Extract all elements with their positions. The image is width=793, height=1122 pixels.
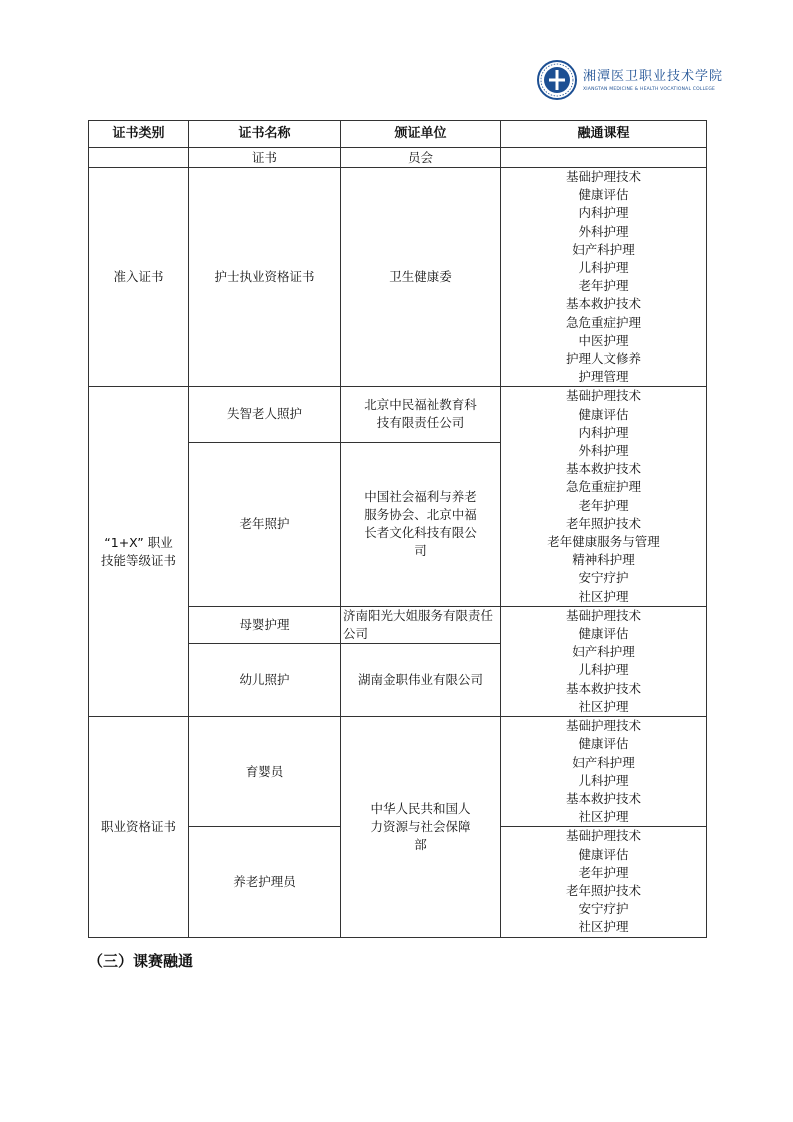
course-item: 基础护理技术 — [565, 718, 641, 734]
vocational-issuer: 中华人民共和国人力资源与社会保障部 — [341, 717, 501, 937]
course-item: 健康评估 — [578, 846, 629, 862]
child-cert-name: 幼儿照护 — [189, 643, 341, 716]
course-item: 内科护理 — [578, 205, 629, 221]
college-emblem-icon — [537, 60, 577, 100]
course-item: 健康评估 — [578, 187, 629, 203]
nurse-courses — [501, 168, 707, 387]
course-item: 儿科护理 — [578, 260, 629, 276]
carry-category — [89, 148, 189, 168]
child-issuer: 湖南金职伟业有限公司 — [341, 643, 501, 716]
elder-cert-name: 老年照护 — [189, 442, 341, 606]
table-row — [89, 168, 707, 387]
course-item: 老年照护技术 — [565, 882, 641, 898]
course-item: 安宁疗护 — [578, 901, 629, 917]
course-item: 社区护理 — [578, 698, 629, 714]
header-courses: 融通课程 — [501, 121, 707, 148]
header-name: 证书名称 — [189, 121, 341, 148]
course-item: 护理人文修养 — [565, 351, 641, 367]
college-logo — [537, 58, 724, 102]
course-item: 妇产科护理 — [572, 644, 635, 660]
course-item: 健康评估 — [578, 626, 629, 642]
carry-issuer: 员会 — [341, 148, 501, 168]
certificate-table — [88, 120, 707, 938]
course-item: 老年护理 — [578, 278, 629, 294]
course-item: 健康评估 — [578, 406, 629, 422]
section-title: （三）课赛融通 — [88, 952, 194, 970]
nurse-category: 准入证书 — [89, 168, 189, 387]
table-row — [89, 387, 707, 442]
elder-courses — [501, 387, 707, 606]
dementia-cert-name: 失智老人照护 — [189, 387, 341, 442]
course-item: 护理管理 — [578, 369, 629, 385]
table-header-row — [89, 121, 707, 148]
course-item: 老年护理 — [578, 864, 629, 880]
course-item: 社区护理 — [578, 588, 629, 604]
maternal-cert-name: 母婴护理 — [189, 606, 341, 643]
course-item: 基础护理技术 — [565, 169, 641, 184]
elderly-cert-name: 养老护理员 — [189, 827, 341, 937]
course-item: 外科护理 — [578, 443, 629, 459]
course-item: 老年健康服务与管理 — [547, 534, 660, 550]
elderly-courses — [501, 827, 707, 937]
header-issuer: 颁证单位 — [341, 121, 501, 148]
elder-issuer: 中国社会福利与养老服务协会、北京中福长者文化科技有限公司 — [341, 442, 501, 606]
header-category: 证书类别 — [89, 121, 189, 148]
course-item: 儿科护理 — [578, 772, 629, 788]
course-item: 儿科护理 — [578, 662, 629, 678]
course-item: 妇产科护理 — [572, 241, 635, 257]
course-item: 基础护理技术 — [565, 388, 641, 404]
nursery-courses — [501, 717, 707, 827]
course-item: 社区护理 — [578, 809, 629, 825]
course-item: 妇产科护理 — [572, 754, 635, 770]
maternal-issuer: 济南阳光大姐服务有限责任公司 — [341, 606, 501, 643]
table-row — [89, 717, 707, 827]
nursery-cert-name: 育婴员 — [189, 717, 341, 827]
course-item: 安宁疗护 — [578, 570, 629, 586]
vocational-category: 职业资格证书 — [89, 717, 189, 937]
course-item: 中医护理 — [578, 332, 629, 348]
carry-over-row — [89, 148, 707, 168]
maternal-courses — [501, 606, 707, 716]
course-item: 健康评估 — [578, 736, 629, 752]
course-item: 急危重症护理 — [565, 314, 641, 330]
course-item: 老年护理 — [578, 497, 629, 513]
course-item: 急危重症护理 — [565, 479, 641, 495]
course-item: 基础护理技术 — [565, 607, 641, 623]
college-name: 湘潭医卫职业技术学院 — [583, 68, 724, 84]
course-item: 社区护理 — [578, 919, 629, 935]
course-item: 基础护理技术 — [565, 828, 641, 844]
nurse-cert-name: 护士执业资格证书 — [189, 168, 341, 387]
course-item: 外科护理 — [578, 223, 629, 239]
nurse-issuer: 卫生健康委 — [341, 168, 501, 387]
carry-courses — [501, 148, 707, 168]
course-item: 基本救护技术 — [565, 296, 641, 312]
course-item: 内科护理 — [578, 424, 629, 440]
course-item: 老年照护技术 — [565, 515, 641, 531]
dementia-issuer: 北京中民福祉教育科技有限责任公司 — [341, 387, 501, 442]
onex-category: “1+X” 职业技能等级证书 — [89, 387, 189, 717]
course-item: 基本救护技术 — [565, 461, 641, 477]
course-item: 基本救护技术 — [565, 680, 641, 696]
course-item: 精神科护理 — [572, 552, 635, 568]
college-name-en: XIANGTAN MEDICINE & HEALTH VOCATIONAL COLLEGE — [583, 86, 716, 92]
carry-name: 证书 — [189, 148, 341, 168]
course-item: 基本救护技术 — [565, 790, 641, 806]
